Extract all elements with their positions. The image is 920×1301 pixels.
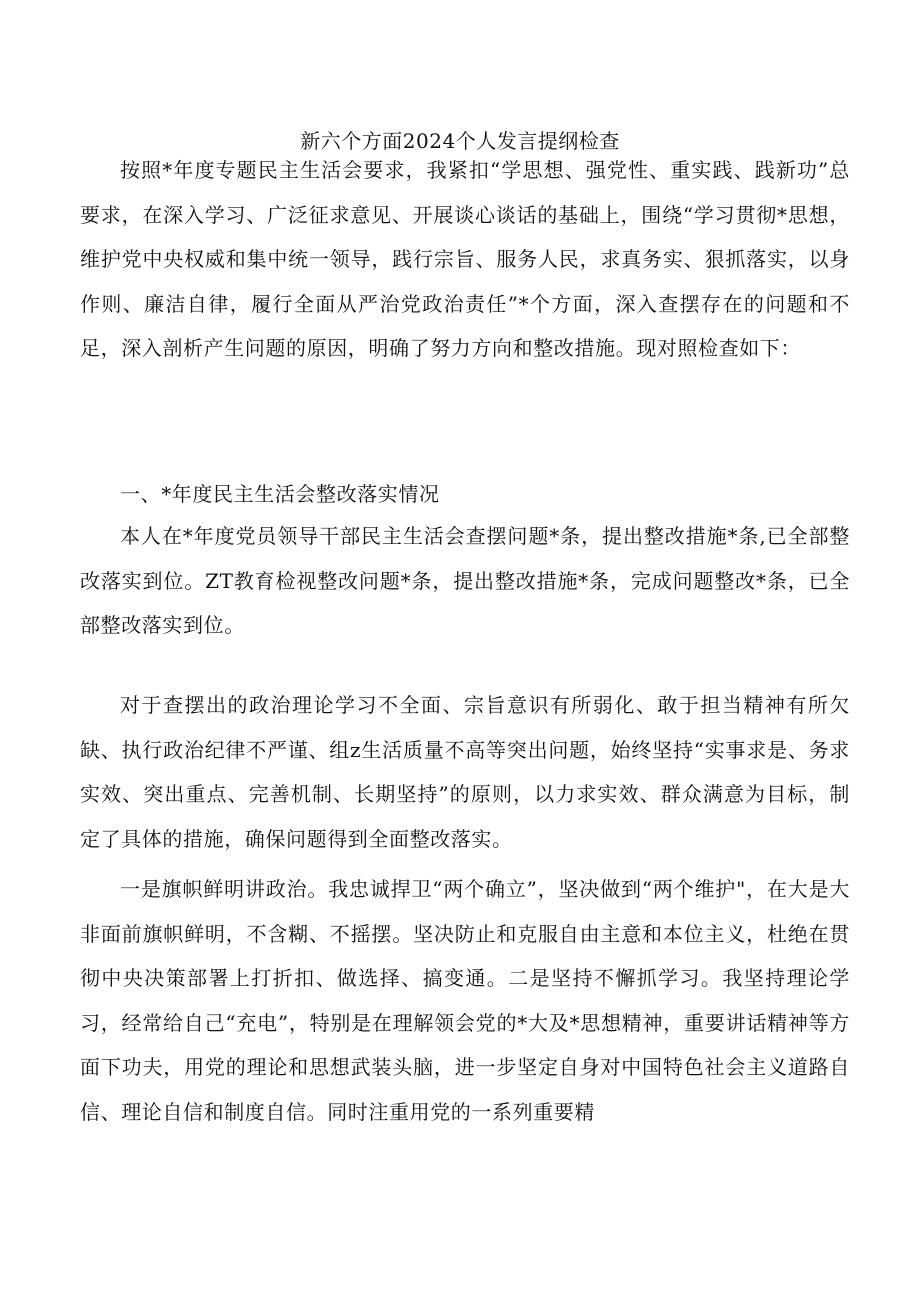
- intro-paragraph: 按照*年度专题民主生活会要求，我紧扣“学思想、强党性、重实践、践新功”总要求，在深入学习、广泛征求意见、开展谈心谈话的基础上，围绕“学习贯彻*思想，维护党中央权威和集中统一领导，践行宗旨、服务人民，求真务实、狠抓落实，以身作则、廉洁自律，履行全面从严治党政治责任”*个方面，深入查摆存在的问题和不足，深入剖析产生问题的原因，明确了努力方向和整改措施。现对照检查如下：: [80, 158, 850, 360]
- measures-paragraph: 对于查摆出的政治理论学习不全面、宗旨意识有所弱化、敢于担当精神有所欠缺、执行政治纪律不严谨、组z生活质量不高等突出问题，始终坚持“实事求是、务求实效、突出重点、完善机制、长期坚持”的原则，以力求实效、群众满意为目标，制定了具体的措施，确保问题得到全面整改落实。: [80, 693, 850, 851]
- document-title: 新六个方面2024个人发言提纲检查: [300, 129, 620, 153]
- rectification-status-paragraph: 本人在*年度党员领导干部民主生活会查摆问题*条，提出整改措施*条,已全部整改落实到位。ZT教育检视整改问题*条，提出整改措施*条，完成问题整改*条，已全部整改落实到位。: [80, 524, 850, 637]
- section-heading: 一、*年度民主生活会整改落实情况: [120, 482, 440, 506]
- politics-study-paragraph: 一是旗帜鲜明讲政治。我忠诚捍卫“两个确立”，坚决做到“两个维护"，在大是大非面前旗帜鲜明，不含糊、不摇摆。坚决防止和克服自由主意和本位主义，杜绝在贯彻中央决策部署上打折扣、做选择、搞变通。二是坚持不懈抓学习。我坚持理论学习，经常给自己“充电”，特别是在理解领会党的*大及*思想精神，重要讲话精神等方面下功夫，用党的理论和思想武装头脑，进一步坚定自身对中国特色社会主义道路自信、理论自信和制度自信。同时注重用党的一系列重要精: [80, 877, 850, 1124]
